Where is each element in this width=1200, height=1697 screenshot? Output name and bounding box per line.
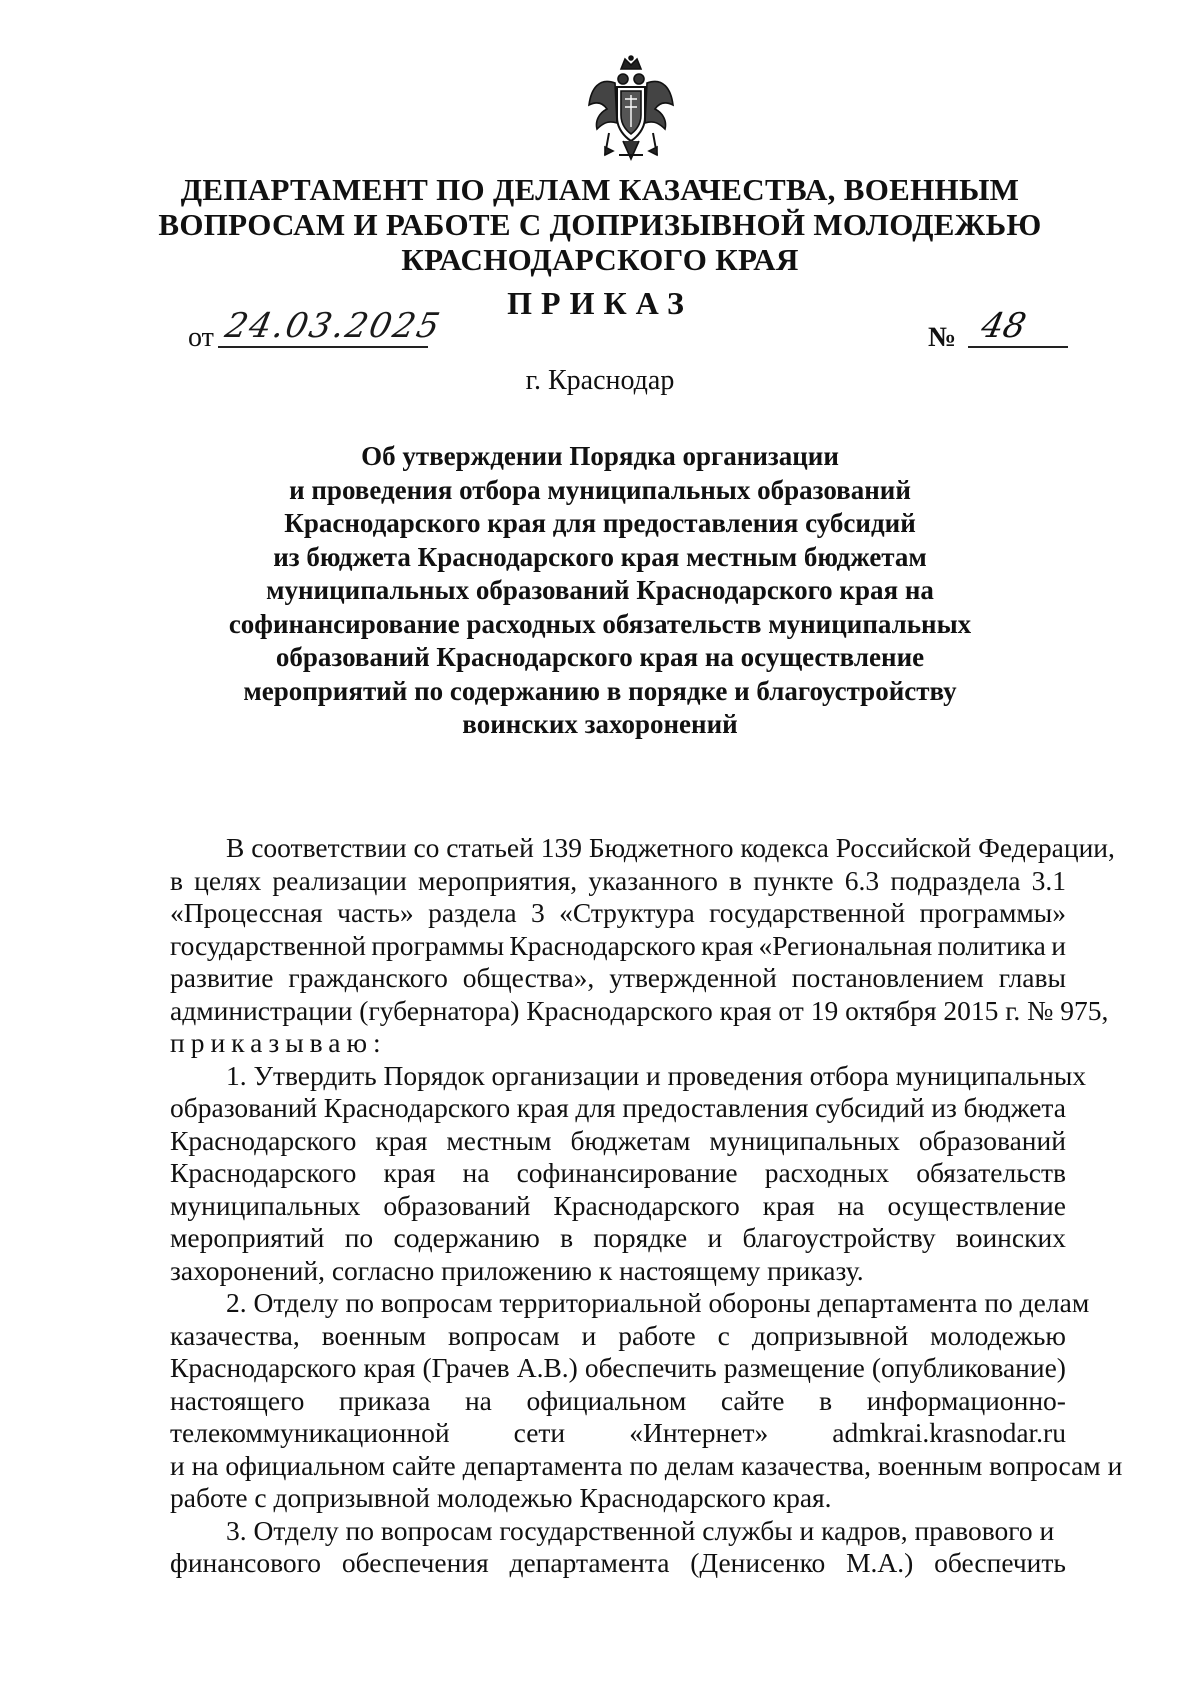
body-word: общества», xyxy=(462,962,595,993)
body-word: департамента xyxy=(509,1547,670,1578)
date-field xyxy=(218,306,445,348)
number-field xyxy=(968,306,1068,348)
body-word: бюджета xyxy=(963,1092,1066,1123)
body-word: на xyxy=(462,1157,490,1188)
body-word: политика xyxy=(937,929,1046,961)
body-word: муниципальных xyxy=(709,1124,900,1156)
body-word: 3.1 xyxy=(1031,864,1066,896)
handwritten-number: 48 xyxy=(977,306,1030,346)
body-word: работе xyxy=(618,1319,696,1351)
body-word: «Региональная xyxy=(758,929,933,961)
document-type-title: ПРИКАЗ xyxy=(507,285,693,321)
body-word: развитие xyxy=(170,962,274,993)
body-word: главы xyxy=(998,962,1066,993)
body-word: и xyxy=(581,1319,597,1351)
organization-name-line-2: ВОПРОСАМ И РАБОТЕ С ДОПРИЗЫВНОЙ МОЛОДЕЖЬЮ xyxy=(158,207,1042,242)
body-word: осуществление xyxy=(887,1189,1066,1221)
body-word: местным xyxy=(446,1124,552,1156)
krasnodar-coat-of-arms-icon xyxy=(585,55,677,165)
body-word: А.В.) xyxy=(516,1352,578,1383)
body-word: телекоммуникационной xyxy=(170,1417,450,1448)
subject-line: мероприятий по содержанию в порядке и благоустройству xyxy=(243,675,957,706)
body-line-justified xyxy=(170,1352,1066,1385)
body-word: раздела xyxy=(428,897,517,928)
body-word: воинских xyxy=(955,1222,1066,1253)
body-line-justified xyxy=(170,1092,1066,1125)
body-word: указанного xyxy=(588,864,718,896)
handwritten-date: 24.03.2025 xyxy=(221,306,445,346)
body-word: обеспечения xyxy=(341,1547,489,1578)
body-word: часть» xyxy=(337,897,414,928)
body-word: Краснодарского xyxy=(170,1124,357,1156)
body-word: обязательств xyxy=(916,1157,1066,1188)
body-word: Краснодарского xyxy=(553,1189,740,1221)
body-line: 3. Отделу по вопросам государственной службы и кадров, правового и xyxy=(226,1514,1055,1546)
body-word: в xyxy=(819,1384,833,1416)
body-word: военным xyxy=(321,1319,427,1351)
body-word: предоставления xyxy=(622,1092,809,1123)
body-word: в xyxy=(560,1222,574,1253)
body-word: информационно- xyxy=(866,1384,1066,1416)
body-word: на xyxy=(837,1189,865,1221)
body-word: Краснодарского xyxy=(170,1157,357,1188)
body-line: захоронений, согласно приложению к настоящему приказу. xyxy=(170,1254,864,1286)
body-word: «Процессная xyxy=(170,897,323,928)
body-word: мероприятий xyxy=(170,1222,325,1253)
body-line-justified xyxy=(170,1157,1066,1190)
body-line-justified xyxy=(170,1222,1066,1255)
body-word: и xyxy=(707,1222,723,1253)
subject-line: Краснодарского края для предоставления субсидий xyxy=(284,508,916,538)
body-line-justified xyxy=(170,1190,1066,1223)
body-word: обеспечить xyxy=(584,1352,717,1383)
body-word: утвержденной xyxy=(609,962,777,993)
body-word: 6.3 xyxy=(844,864,880,896)
body-word: государственной xyxy=(170,929,366,961)
body-word: края xyxy=(383,1157,436,1188)
order-subject xyxy=(180,440,1020,742)
body-word: постановлением xyxy=(791,962,984,993)
body-word: в xyxy=(170,864,183,896)
body-word: казачества, xyxy=(170,1319,300,1351)
organization-name-line-3: КРАСНОДАРСКОГО КРАЯ xyxy=(401,242,799,277)
body-word: сети xyxy=(513,1417,566,1448)
number-label: № xyxy=(928,322,957,353)
subject-line: Об утверждении Порядка организации xyxy=(361,441,839,471)
body-word: реализации xyxy=(272,864,407,896)
body-word: размещение xyxy=(723,1352,865,1383)
body-line-justified xyxy=(170,962,1066,995)
body-word: Краснодарского xyxy=(323,1092,511,1123)
body-word: муниципальных xyxy=(170,1189,361,1221)
body-line-justified xyxy=(170,1547,1066,1580)
body-word: субсидий xyxy=(815,1092,925,1123)
body-word: края xyxy=(363,1352,416,1383)
body-word: 3 xyxy=(530,897,545,928)
body-line: работе с допризывной молодежью Краснодарского края. xyxy=(170,1482,832,1513)
body-word: образований xyxy=(383,1189,531,1221)
body-word: на xyxy=(464,1384,492,1416)
body-word: обеспечить xyxy=(934,1547,1066,1578)
body-word: допризывной xyxy=(751,1319,909,1351)
body-word: вопросам xyxy=(448,1319,560,1351)
body-line-justified xyxy=(170,1320,1066,1353)
body-word: (опубликование) xyxy=(871,1352,1066,1383)
body-line-justified xyxy=(170,1417,1066,1450)
body-word: «Интернет» xyxy=(629,1417,769,1448)
city-name: г. Краснодар xyxy=(525,365,675,396)
body-line-decree: приказываю: xyxy=(170,1027,387,1058)
subject-line: и проведения отбора муниципальных образований xyxy=(289,474,911,505)
subject-line: из бюджета Краснодарского края местным бюджетам xyxy=(273,541,927,572)
body-line-justified xyxy=(170,1125,1066,1158)
body-word: с xyxy=(717,1319,730,1351)
body-word: официальном xyxy=(526,1384,687,1416)
body-word: порядке xyxy=(593,1222,688,1253)
body-word: края xyxy=(701,929,754,961)
body-line: 2. Отделу по вопросам территориальной обороны департамента по делам xyxy=(226,1287,1090,1318)
date-label: от xyxy=(188,322,214,353)
body-word: финансового xyxy=(170,1547,322,1578)
body-word: в xyxy=(729,864,743,896)
body-word: края xyxy=(516,1092,569,1123)
body-word: края xyxy=(375,1124,428,1156)
body-word: молодежью xyxy=(930,1319,1066,1351)
body-word: настоящего xyxy=(170,1384,305,1416)
subject-line: воинских захоронений xyxy=(462,709,738,739)
body-line-justified xyxy=(170,865,1066,898)
body-word: программы xyxy=(371,929,505,961)
body-line-justified xyxy=(170,1385,1066,1418)
organization-name-line-1: ДЕПАРТАМЕНТ ПО ДЕЛАМ КАЗАЧЕСТВА, ВОЕННЫМ xyxy=(180,172,1020,207)
subject-line: софинансирование расходных обязательств муниципальных xyxy=(228,608,972,639)
body-word: целях xyxy=(194,864,262,896)
body-word: и xyxy=(1051,929,1066,961)
body-word: Краснодарского xyxy=(509,929,696,961)
body-word: мероприятия, xyxy=(417,864,578,896)
body-word: М.А.) xyxy=(846,1547,914,1578)
body-word: «Структура xyxy=(559,897,695,928)
body-word: для xyxy=(575,1092,616,1123)
body-word: содержанию xyxy=(393,1222,540,1253)
order-body xyxy=(170,832,1123,1580)
body-word: по xyxy=(344,1222,374,1253)
subject-line: образований Краснодарского края на осуществление xyxy=(275,642,925,672)
body-word: благоустройству xyxy=(742,1222,936,1253)
body-word: государственной xyxy=(709,897,906,928)
body-line-justified xyxy=(170,897,1066,930)
body-word: (Денисенко xyxy=(690,1547,826,1578)
body-word: гражданского xyxy=(288,962,448,993)
body-line: 1. Утвердить Порядок организации и проведения отбора муниципальных xyxy=(226,1059,1087,1091)
subject-line: муниципальных образований Краснодарского края на xyxy=(266,575,934,605)
body-word: образований xyxy=(918,1124,1066,1156)
body-word: софинансирование xyxy=(516,1157,738,1188)
body-word: приказа xyxy=(338,1384,431,1416)
body-word: расходных xyxy=(764,1157,890,1188)
body-line: В соответствии со статьей 139 Бюджетного кодекса Российской Федерации, xyxy=(226,832,1115,863)
body-word: программы» xyxy=(919,897,1066,928)
body-word: из xyxy=(931,1092,957,1123)
body-line-justified xyxy=(170,930,1066,963)
body-word: края xyxy=(762,1189,815,1221)
body-line: и на официальном сайте департамента по делам казачества, военным вопросам и xyxy=(170,1449,1123,1481)
body-word: Краснодарского xyxy=(170,1352,357,1383)
body-word: пункте xyxy=(753,864,834,896)
body-word: образований xyxy=(170,1092,318,1123)
body-line: администрации (губернатора) Краснодарского края от 19 октября 2015 г. № 975, xyxy=(170,994,1109,1026)
body-word: бюджетам xyxy=(570,1124,691,1156)
body-word: сайте xyxy=(720,1384,785,1416)
body-word: (Грачев xyxy=(422,1352,510,1383)
body-word: подраздела xyxy=(890,864,1021,896)
body-word: admkrai.krasnodar.ru xyxy=(832,1417,1066,1448)
